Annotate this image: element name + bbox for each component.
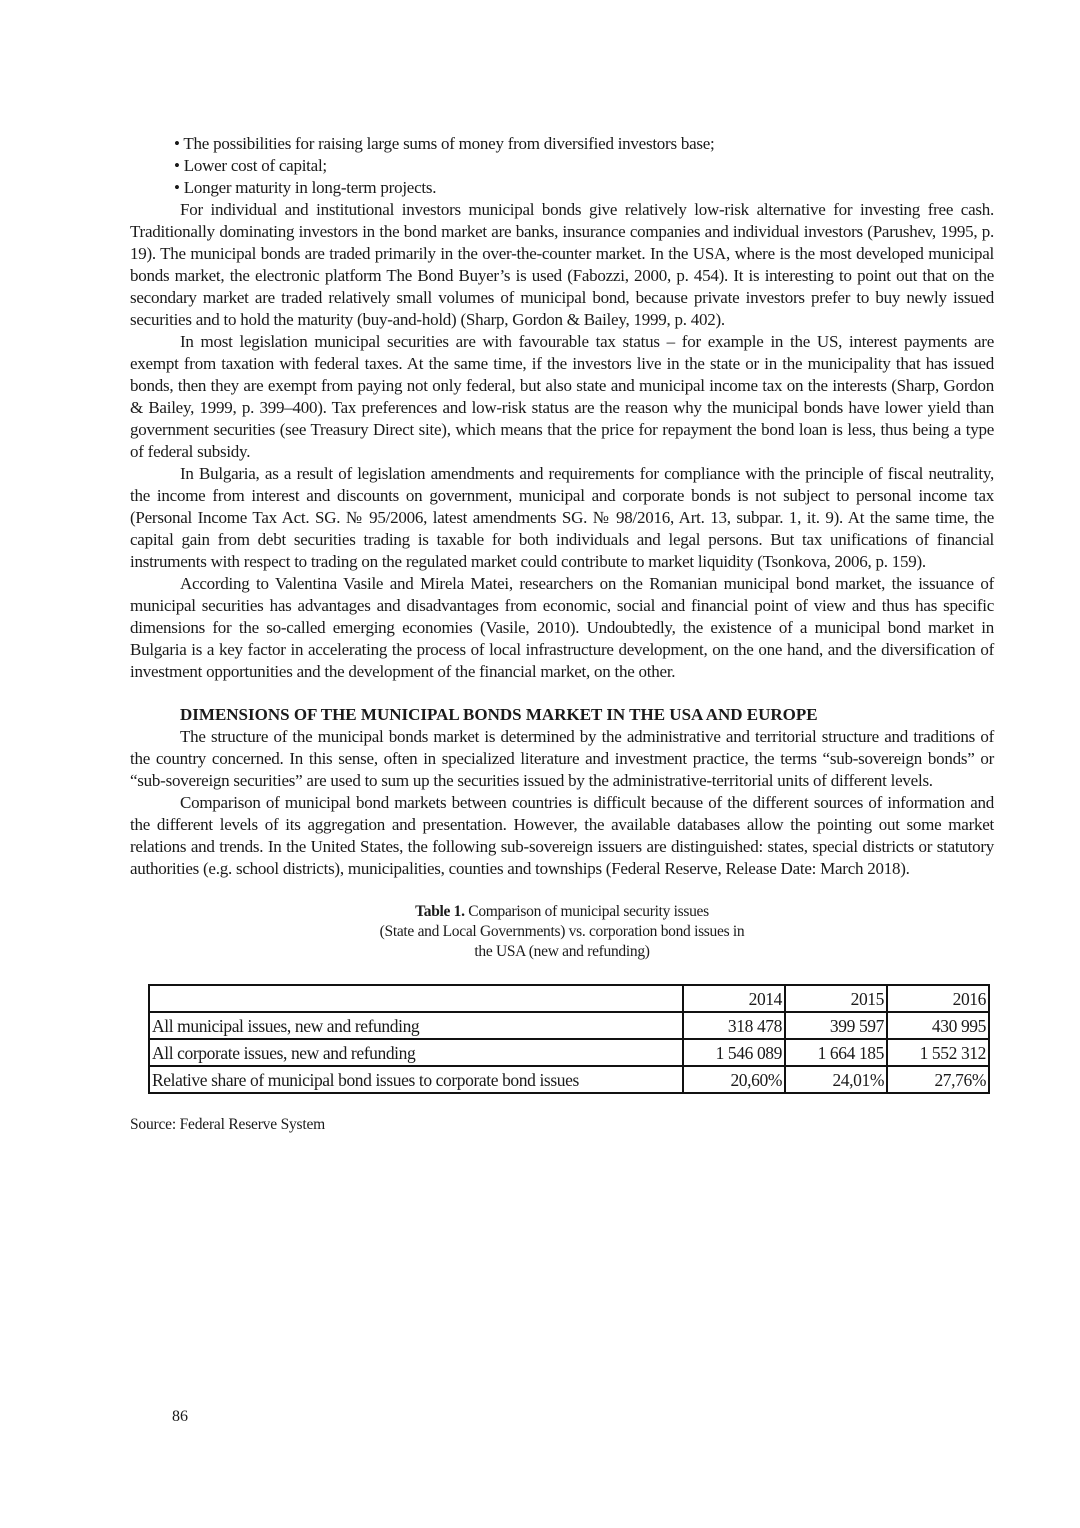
bullet-item: • Longer maturity in long-term projects. (174, 178, 437, 197)
header-cell: 2014 (683, 985, 785, 1012)
table-caption (130, 902, 994, 962)
table-cell: 430 995 (887, 1012, 989, 1039)
paragraph: The structure of the municipal bonds market is determined by the administrative and territorial structure and traditions of the country concerned. In this sense, often in specialized literature and investment practice, the terms “sub-sovereign bonds” or “sub-sovereign securities” are used to sum up the securities issued by the administrative-territorial units of different levels. (130, 727, 994, 790)
table-source: Source: Federal Reserve System (130, 1116, 326, 1133)
header-cell: 2015 (785, 985, 887, 1012)
table-cell: 1 552 312 (887, 1039, 989, 1066)
table-cell: 1 546 089 (683, 1039, 785, 1066)
row-label: Relative share of municipal bond issues to corporate bond issues (149, 1066, 683, 1093)
header-cell: 2016 (887, 985, 989, 1012)
table-cell: 27,76% (887, 1066, 989, 1093)
table-caption-text: the USA (new and refunding) (474, 943, 650, 960)
page-number: 86 (172, 1408, 188, 1425)
paragraph: In most legislation municipal securities are with favourable tax status – for example in the US, interest payments are exempt from taxation with federal taxes. At the same time, if the investors live in the state or in the municipality that has issued bonds, then they are exempt from paying not only federal, but also state and municipal income tax on the interests (Sharp, Gordon & Bailey, 1999, p. 399–400). Tax preferences and low-risk status are the reason why the municipal bonds have lower yield than government securities (see Treasury Direct site), which means that the price for repayment the bond loan is less, thus being a type of federal subsidy. (130, 332, 994, 461)
table-cell: 24,01% (785, 1066, 887, 1093)
row-label: All municipal issues, new and refunding (149, 1012, 683, 1039)
page-body (130, 133, 994, 1136)
header-cell (149, 985, 683, 1012)
section-heading: DIMENSIONS OF THE MUNICIPAL BONDS MARKET IN THE USA AND EUROPE (180, 705, 818, 724)
table-caption-text: Comparison of municipal security issues (464, 903, 709, 920)
row-label: All corporate issues, new and refunding (149, 1039, 683, 1066)
paragraph: In Bulgaria, as a result of legislation amendments and requirements for compliance with the principle of fiscal neutrality, the income from interest and discounts on government, municipal and corporate bonds is not subject to personal income tax (Personal Income Tax Act. SG. № 95/2006, latest amendments SG. № 98/2016, Art. 13, subpar. 1, it. 9). At the same time, the capital gain from debt securities trading is taxable for both individuals and legal persons. But tax unifications of financial instruments with respect to trading on the regulated market could contribute to market liquidity (Tsonkova, 2006, p. 159). (130, 464, 994, 571)
bullet-item: • Lower cost of capital; (174, 156, 327, 175)
paragraph: For individual and institutional investors municipal bonds give relatively low-risk alternative for investing free cash. Traditionally dominating investors in the bond market are banks, insurance companies and individual investors (Parushev, 1995, p. 19). The municipal bonds are traded primarily in the over-the-counter market. In the USA, where is the most developed municipal bonds market, the electronic platform The Bond Buyer’s is used (Fabozzi, 2000, p. 454). It is interesting to point out that on the secondary market are traded relatively small volumes of municipal bond, because private investors prefer to buy newly issued securities and to hold the maturity (buy-and-hold) (Sharp, Gordon & Bailey, 1999, p. 402). (130, 200, 994, 329)
table-cell: 20,60% (683, 1066, 785, 1093)
paragraph: Comparison of municipal bond markets between countries is difficult because of the different sources of information and the different levels of its aggregation and presentation. However, the available databases allow the pointing out some market relations and trends. In the United States, the following sub-sovereign issuers are distinguished: states, special districts or statutory authorities (e.g. school districts), municipalities, counties and townships (Federal Reserve, Release Date: March 2018). (130, 793, 994, 878)
comparison-table (148, 984, 990, 1094)
table-row (149, 1039, 989, 1066)
bullet-item: • The possibilities for raising large sums of money from diversified investors base; (174, 134, 715, 153)
paragraph: According to Valentina Vasile and Mirela Matei, researchers on the Romanian municipal bond market, the issuance of municipal securities has advantages and disadvantages from economic, social and financial point of view and thus has specific dimensions for the so-called emerging economies (Vasile, 2010). Undoubtedly, the existence of a municipal bond market in Bulgaria is a key factor in accelerating the process of local infrastructure development, on the one hand, and the diversification of investment opportunities and the development of the financial market, on the other. (130, 574, 994, 681)
table-cell: 1 664 185 (785, 1039, 887, 1066)
table-header-row (149, 985, 989, 1012)
table-cell: 399 597 (785, 1012, 887, 1039)
table-caption-text: (State and Local Governments) vs. corporation bond issues in (379, 923, 745, 940)
table-row (149, 1066, 989, 1093)
table-cell: 318 478 (683, 1012, 785, 1039)
table-caption-label: Table 1. (415, 903, 465, 920)
bullet-list (130, 133, 994, 199)
table-row (149, 1012, 989, 1039)
